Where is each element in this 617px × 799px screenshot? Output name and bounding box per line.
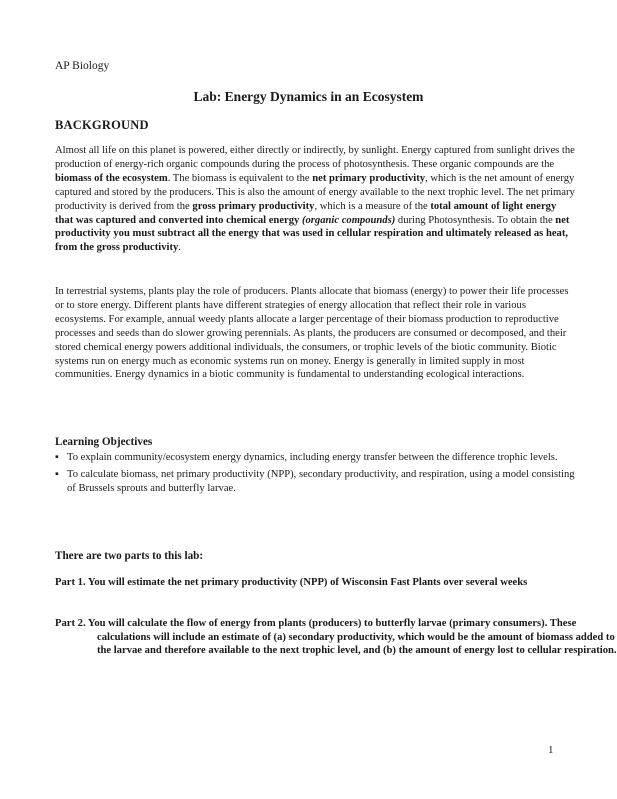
course-label: AP Biology <box>55 60 110 72</box>
list-item-text: To explain community/ecosystem energy dynamics, including energy transfer between the difference trophic levels. <box>67 452 558 463</box>
paragraph-run: net primary productivity <box>312 172 426 184</box>
part-2-text: You will calculate the flow of energy from plants (producers) to butterfly larvae (primary consumers). These calculations will include an estimate of (a) secondary productivity, which would be the amount of biomass added to the larvae and therefore available to the next trophic level, and (b) the amount of energy lost to cellular respiration. <box>87 618 617 657</box>
background-heading: BACKGROUND <box>55 118 149 132</box>
page-title: Lab: Energy Dynamics in an Ecosystem <box>193 89 424 104</box>
learning-objectives-list <box>55 451 575 499</box>
paragraph-run: net productivity you must subtract all the energy that was used in cellular respiration and ultimately released as heat, from the gross productivity <box>55 214 570 254</box>
paragraph-run: , which is the net amount of energy captured and stored by the producers. This is also the amount of energy available to the next trophic level. The net primary productivity is derived from the <box>55 172 575 212</box>
bullet-icon: ▪ <box>55 452 59 463</box>
list-item-text: To calculate biomass, net primary productivity (NPP), secondary productivity, and respiration, using a model consisting of Brussels sprouts and butterfly larvae. <box>67 468 575 494</box>
paragraph-run: . The biomass is equivalent to the <box>167 172 313 184</box>
part-1-text: You will estimate the net primary productivity (NPP) of Wisconsin Fast Plants over several weeks <box>87 577 528 588</box>
background-paragraph-2: In terrestrial systems, plants play the role of producers. Plants allocate that biomass (energy) to power their life processes or to store energy. Different plants have different strategies of energy allocation that reflect their role in various ecosystems. For example, annual weedy plants allocate a larger percentage of their biomass production to reproductive processes and seeds than do slower growing perennials. As plants, the producers are consumed or decomposed, and their stored chemical energy powers additional individuals, the consumers, or trophic levels of the biotic community. Biotic systems run on energy much as economic systems run on money. Energy is generally in limited supply in most communities. Energy dynamics in a biotic community is fundamental to understanding ecological interactions. <box>55 286 569 381</box>
part-2 <box>55 617 617 658</box>
paragraph-run: (organic compounds) <box>301 214 396 226</box>
paragraph-run: , which is a measure of the <box>314 200 431 212</box>
bullet-icon: ▪ <box>55 468 59 480</box>
paragraph-run: Almost all life on this planet is powered, either directly or indirectly, by sunlight. Energy captured from sunlight drives the production of energy-rich organic compounds during the process of photosynthesis. These organic compounds are the <box>55 145 575 170</box>
list-item <box>55 451 575 465</box>
paragraph-run: . <box>178 242 181 254</box>
paragraph-run: total amount of light energy that was captured and converted into chemical energy <box>55 200 557 226</box>
part-2-label: Part 2. <box>55 618 86 629</box>
learning-objectives-heading: Learning Objectives <box>55 436 153 448</box>
paragraph-run: during Photosynthesis. To obtain the <box>395 214 556 226</box>
page-number: 1 <box>548 744 554 756</box>
paragraph-run: biomass of the ecosystem <box>55 172 168 184</box>
part-1-label: Part 1. <box>55 577 86 588</box>
part-1 <box>55 576 617 590</box>
background-paragraph-1 <box>55 144 575 255</box>
parts-heading: There are two parts to this lab: <box>55 550 204 562</box>
list-item <box>55 468 575 496</box>
paragraph-run: gross primary productivity <box>192 200 315 212</box>
